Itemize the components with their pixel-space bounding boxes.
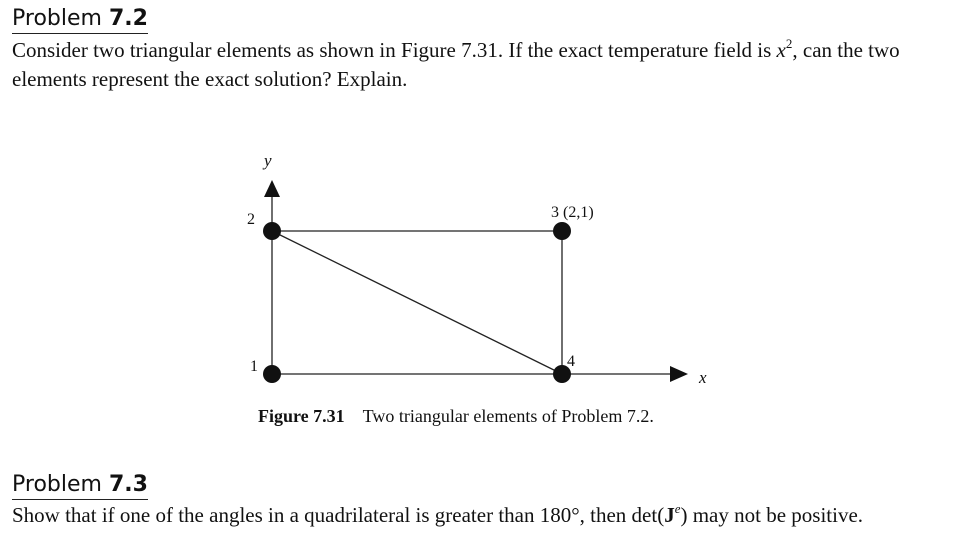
problem-number: 7.2	[108, 6, 148, 31]
problem-7-3-heading	[12, 472, 148, 500]
jacobian-symbol: J	[664, 503, 675, 527]
problem-number: 7.3	[108, 472, 148, 497]
edge-diagonal	[272, 231, 562, 374]
caption-text: Two triangular elements of Problem 7.2.	[362, 406, 654, 426]
problem-text-after: ) may not be positive.	[680, 503, 864, 527]
problem-word: Problem	[12, 6, 102, 31]
node-1	[263, 365, 281, 383]
problem-word: Problem	[12, 472, 102, 497]
node-label-4: 4	[567, 353, 575, 370]
problem-text-before: Consider two triangular elements as shown in Figure 7.31. If the exact temperature field is	[12, 38, 777, 62]
y-axis-arrow-icon	[264, 180, 280, 197]
node-2	[263, 222, 281, 240]
figure-caption	[258, 404, 654, 428]
jacobian-superscript: e	[674, 501, 681, 516]
math-variable: x	[776, 38, 786, 62]
x-axis-arrow-icon	[670, 366, 688, 382]
math-exponent: 2	[785, 36, 793, 51]
node-label-3: 3 (2,1)	[551, 204, 594, 221]
y-axis-label: y	[264, 151, 272, 170]
problem-7-3-text	[12, 501, 952, 530]
node-3	[553, 222, 571, 240]
x-axis-label: x	[699, 368, 707, 387]
problem-text-before: Show that if one of the angles in a quadrilateral is greater than 180°, then det(	[12, 503, 665, 527]
node-label-2: 2	[247, 211, 255, 228]
caption-label: Figure 7.31	[258, 406, 345, 426]
problem-text-after: , can the two elements represent the exact solution? Explain.	[12, 38, 900, 91]
node-label-1: 1	[250, 358, 258, 375]
